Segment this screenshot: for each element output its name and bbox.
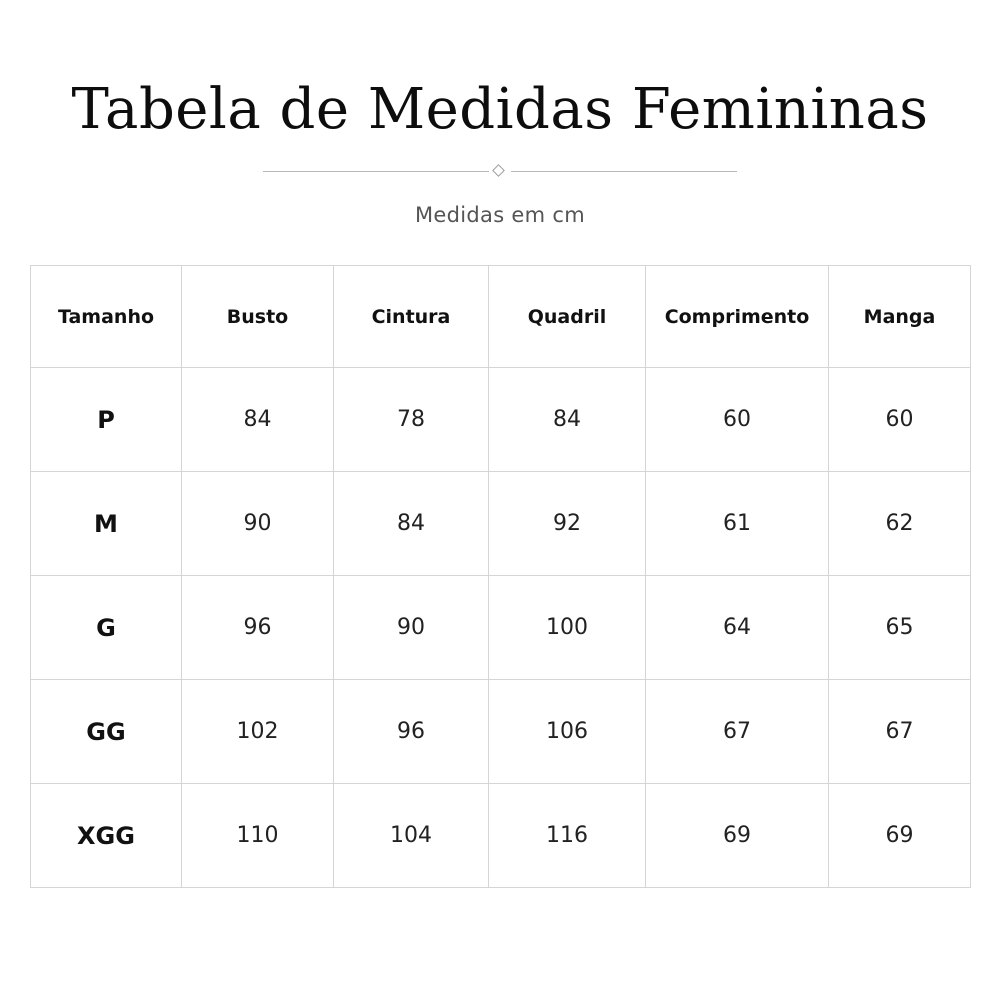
manga-value: 67 (829, 680, 971, 784)
table-row (31, 472, 971, 576)
comprimento-value: 67 (646, 680, 829, 784)
divider-line-right (511, 171, 737, 172)
quadril-value: 84 (489, 368, 646, 472)
cintura-value: 90 (334, 576, 489, 680)
busto-value: 96 (182, 576, 334, 680)
comprimento-value: 61 (646, 472, 829, 576)
busto-value: 84 (182, 368, 334, 472)
manga-value: 65 (829, 576, 971, 680)
quadril-value: 92 (489, 472, 646, 576)
units-subtitle: Medidas em cm (415, 203, 585, 227)
size-label: M (31, 472, 182, 576)
comprimento-value: 64 (646, 576, 829, 680)
table-header-row (31, 266, 971, 368)
table-row (31, 680, 971, 784)
table-row (31, 576, 971, 680)
size-chart-table (30, 265, 971, 888)
table-row (31, 784, 971, 888)
header-cintura: Cintura (334, 266, 489, 368)
header-manga: Manga (829, 266, 971, 368)
header-tamanho: Tamanho (31, 266, 182, 368)
comprimento-value: 69 (646, 784, 829, 888)
busto-value: 90 (182, 472, 334, 576)
busto-value: 102 (182, 680, 334, 784)
size-label: GG (31, 680, 182, 784)
manga-value: 69 (829, 784, 971, 888)
cintura-value: 84 (334, 472, 489, 576)
quadril-value: 116 (489, 784, 646, 888)
cintura-value: 78 (334, 368, 489, 472)
header-comprimento: Comprimento (646, 266, 829, 368)
manga-value: 60 (829, 368, 971, 472)
quadril-value: 100 (489, 576, 646, 680)
size-label: XGG (31, 784, 182, 888)
cintura-value: 104 (334, 784, 489, 888)
comprimento-value: 60 (646, 368, 829, 472)
page-title: Tabela de Medidas Femininas (71, 77, 929, 142)
cintura-value: 96 (334, 680, 489, 784)
table-row (31, 368, 971, 472)
manga-value: 62 (829, 472, 971, 576)
divider-line-left (263, 171, 489, 172)
quadril-value: 106 (489, 680, 646, 784)
diamond-ornament-icon (492, 164, 505, 177)
busto-value: 110 (182, 784, 334, 888)
header-quadril: Quadril (489, 266, 646, 368)
size-label: P (31, 368, 182, 472)
header-busto: Busto (182, 266, 334, 368)
size-label: G (31, 576, 182, 680)
